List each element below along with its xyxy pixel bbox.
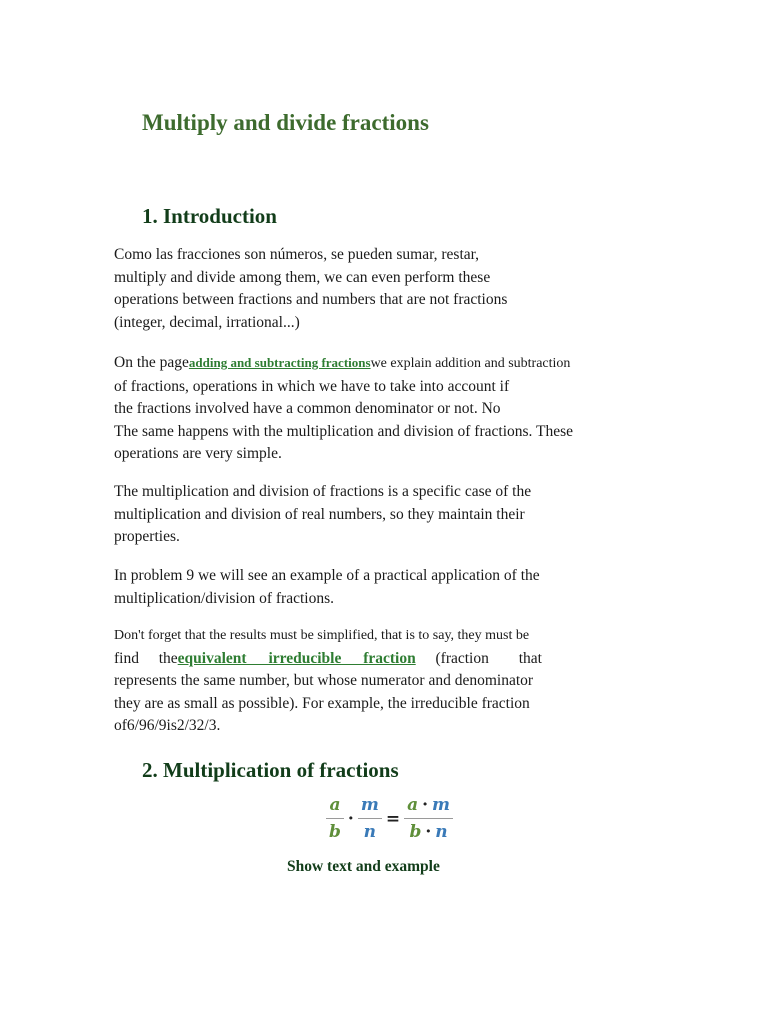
text-line: multiplication/division of fractions. <box>114 589 334 607</box>
text-line <box>114 352 586 376</box>
text-line: represents the same number, but whose numerator and denominator <box>114 672 534 689</box>
text-line: The multiplication and division of fractions is a specific case of the <box>114 483 532 500</box>
equals-sign: = <box>385 808 401 829</box>
text-line: Don't forget that the results must be simplified, that is to say, they must be <box>114 628 530 643</box>
text-segment: On the page <box>114 354 189 371</box>
denominator-n: n <box>363 822 376 842</box>
show-text-and-example-link[interactable]: Show text and example <box>287 858 440 875</box>
text-line: multiply and divide among them, we can even perform these <box>114 268 491 286</box>
intro-paragraph-2 <box>114 352 586 466</box>
denominator-b: b <box>329 822 341 842</box>
fraction-product <box>404 794 453 843</box>
intro-paragraph-4 <box>114 565 586 610</box>
fraction-a-over-b <box>326 794 344 843</box>
text-line: The same happens with the multiplication and division of fractions. These <box>114 422 574 440</box>
multiply-dot: · <box>422 795 428 815</box>
text-line: (integer, decimal, irrational...) <box>114 313 300 331</box>
denominator-n: n <box>435 822 448 842</box>
product-numerator <box>404 794 453 816</box>
text-segment: we explain addition and subtraction <box>370 356 571 371</box>
numerator-a: a <box>329 795 341 815</box>
multiply-dot: · <box>347 808 354 829</box>
section-heading-introduction: 1. Introduction <box>142 204 277 228</box>
text-segment <box>159 648 416 671</box>
multiply-dot: · <box>425 822 432 842</box>
intro-paragraph-1 <box>114 244 586 334</box>
product-denominator <box>406 821 450 843</box>
text-line: multiplication and division of real numbers, so they maintain their <box>114 505 525 523</box>
adding-subtracting-fractions-link[interactable]: adding and subtracting fractions <box>188 355 371 370</box>
fraction-bar <box>358 818 382 819</box>
numerator-a: a <box>407 795 419 815</box>
text-line: operations are very simple. <box>114 445 282 462</box>
text-line: properties. <box>114 528 180 545</box>
text-line <box>114 648 542 671</box>
denominator-b: b <box>409 822 422 842</box>
numerator-m: m <box>360 795 379 815</box>
page-title: Multiply and divide fractions <box>142 110 429 135</box>
fraction-m-over-n <box>358 794 382 843</box>
text-line: In problem 9 we will see an example of a practical application of the <box>114 567 540 584</box>
text-line: of6/96/9is2/32/3. <box>114 717 221 734</box>
text-segment: find <box>114 649 139 667</box>
fraction-bar <box>404 818 453 819</box>
numerator-m: m <box>432 795 450 815</box>
text-line: of fractions, operations in which we have to take into account if <box>114 377 510 395</box>
text-line: operations between fractions and numbers that are not fractions <box>114 291 508 308</box>
multiplication-formula <box>326 794 453 843</box>
text-line: the fractions involved have a common denominator or not. No <box>114 400 501 417</box>
text-segment: the <box>158 649 178 667</box>
text-line: they are as small as possible). For example, the irreducible fraction <box>114 694 530 712</box>
section-heading-multiplication: 2. Multiplication of fractions <box>142 758 399 782</box>
fraction-bar <box>326 818 344 819</box>
equivalent-irreducible-fraction-link[interactable]: equivalent irreducible fraction <box>177 649 416 667</box>
intro-paragraph-3 <box>114 481 586 549</box>
intro-paragraph-5 <box>114 625 586 738</box>
text-line: Como las fracciones son números, se pueden sumar, restar, <box>114 246 480 263</box>
text-segment: (fraction that <box>435 649 542 667</box>
